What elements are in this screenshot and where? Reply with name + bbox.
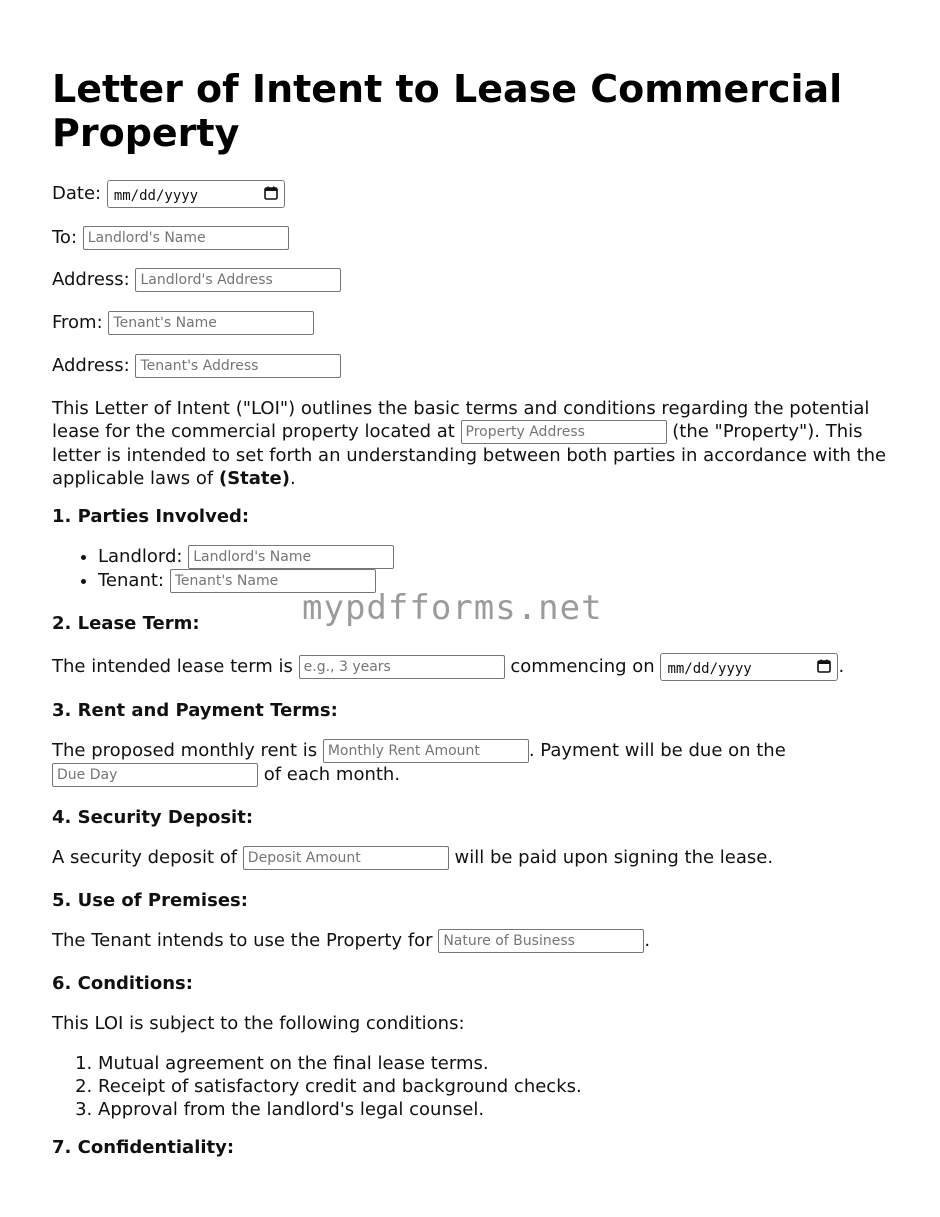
to-landlord-name-input[interactable] <box>83 226 289 250</box>
parties-tenant-label: Tenant: <box>98 570 164 591</box>
list-item <box>98 545 394 569</box>
use-row <box>52 929 650 953</box>
intro-paragraph <box>52 397 902 490</box>
tenant-address-row <box>52 354 341 378</box>
landlord-address-input[interactable] <box>135 268 341 292</box>
intro-text-after: (the "Property"). This letter is intended to set forth an understanding between both parties in accordance with the applicable laws of <box>52 421 887 489</box>
section-use-heading: 5. Use of Premises: <box>52 890 248 911</box>
commencement-date-field[interactable] <box>660 653 838 681</box>
tenant-address-input[interactable] <box>135 354 341 378</box>
watermark: mypdfforms.net <box>302 588 603 628</box>
to-row <box>52 226 289 250</box>
date-field-value: mm/dd/yyyy <box>113 188 199 204</box>
from-label: From: <box>52 312 103 333</box>
rent-text-middle: . Payment will be due on the <box>528 740 786 761</box>
term-text-before: The intended lease term is <box>52 656 299 677</box>
conditions-list <box>52 1052 582 1121</box>
to-label: To: <box>52 227 78 248</box>
term-text-middle: commencing on <box>504 656 661 677</box>
deposit-row <box>52 846 773 870</box>
landlord-address-label: Address: <box>52 269 130 290</box>
deposit-text-before: A security deposit of <box>52 847 243 868</box>
deposit-amount-input[interactable] <box>243 846 449 870</box>
landlord-address-row <box>52 268 341 292</box>
intro-state: (State) <box>218 468 290 489</box>
page-title: Letter of Intent to Lease Commercial Property <box>52 67 843 155</box>
term-row <box>52 653 844 681</box>
commencement-date-value: mm/dd/yyyy <box>667 661 752 677</box>
tenant-address-label: Address: <box>52 355 130 376</box>
use-text-before: The Tenant intends to use the Property for <box>52 930 439 951</box>
date-row <box>52 180 285 208</box>
deposit-text-after: will be paid upon signing the lease. <box>448 847 774 868</box>
rent-text-after: of each month. <box>258 764 401 785</box>
from-row <box>52 311 314 335</box>
section-rent-heading: 3. Rent and Payment Terms: <box>52 700 338 721</box>
rent-text-before: The proposed monthly rent is <box>52 740 323 761</box>
term-period: . <box>838 656 845 677</box>
section-deposit-heading: 4. Security Deposit: <box>52 807 254 828</box>
section-parties-heading: 1. Parties Involved: <box>52 506 250 527</box>
property-address-input[interactable] <box>461 420 667 444</box>
parties-list <box>52 545 394 593</box>
from-tenant-name-input[interactable] <box>108 311 314 335</box>
calendar-icon[interactable] <box>817 659 831 673</box>
rent-row-2 <box>52 763 400 787</box>
parties-landlord-input[interactable] <box>188 545 394 569</box>
list-item: 3. Approval from the landlord's legal counsel. <box>98 1098 582 1121</box>
date-label: Date: <box>52 183 102 204</box>
lease-term-input[interactable] <box>299 655 505 679</box>
date-field[interactable] <box>107 180 285 208</box>
conditions-intro: This LOI is subject to the following conditions: <box>52 1013 465 1034</box>
use-period: . <box>644 930 651 951</box>
parties-landlord-label: Landlord: <box>98 546 183 567</box>
list-item: 2. Receipt of satisfactory credit and background checks. <box>98 1075 582 1098</box>
rent-row <box>52 739 786 763</box>
intro-text-before: This Letter of Intent ("LOI") outlines the basic terms and conditions regarding the potential lease for the commercial property located at <box>52 398 870 442</box>
section-conditions-heading: 6. Conditions: <box>52 973 193 994</box>
intro-period: . <box>289 468 296 489</box>
monthly-rent-input[interactable] <box>323 739 529 763</box>
nature-of-business-input[interactable] <box>438 929 644 953</box>
calendar-icon[interactable] <box>264 186 278 200</box>
list-item: 1. Mutual agreement on the final lease terms. <box>98 1052 582 1075</box>
section-confidentiality-heading: 7. Confidentiality: <box>52 1137 235 1158</box>
section-term-heading: 2. Lease Term: <box>52 613 200 634</box>
due-day-input[interactable] <box>52 763 258 787</box>
